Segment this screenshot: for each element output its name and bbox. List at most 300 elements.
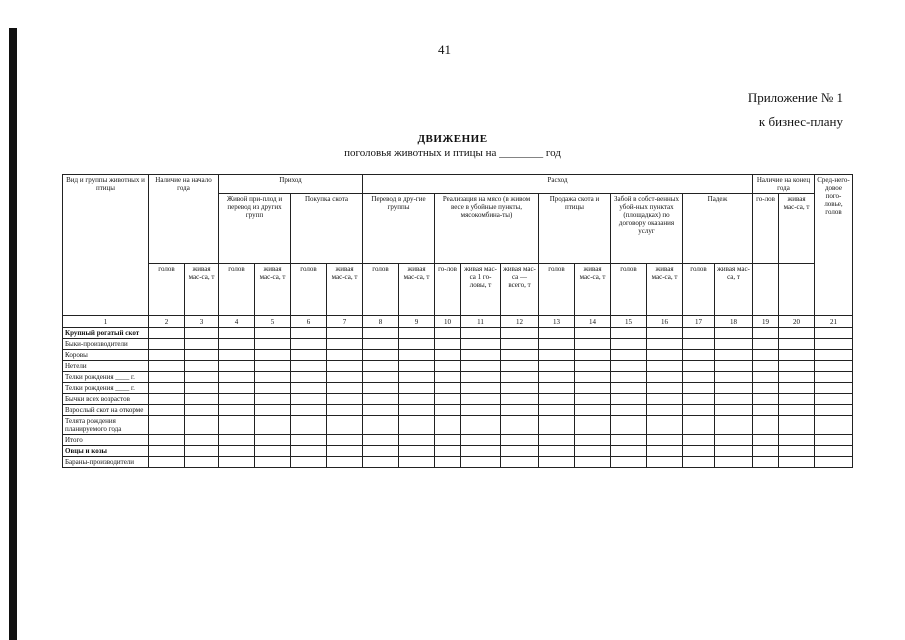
table-cell[interactable] — [647, 361, 683, 372]
table-cell[interactable] — [501, 394, 539, 405]
header-live-transfer: Живой при-плод и перевод из других групп — [219, 194, 291, 264]
table-cell[interactable] — [647, 350, 683, 361]
table-cell[interactable] — [779, 446, 815, 457]
column-number: 20 — [779, 316, 815, 328]
column-number: 17 — [683, 316, 715, 328]
header-heads: голов — [611, 264, 647, 316]
table-cell[interactable] — [779, 405, 815, 416]
table-cell[interactable] — [149, 457, 185, 468]
table-cell[interactable] — [647, 339, 683, 350]
movement-table — [62, 174, 853, 468]
table-cell[interactable] — [647, 372, 683, 383]
table-cell[interactable] — [779, 328, 815, 339]
table-cell[interactable] — [149, 339, 185, 350]
table-cell[interactable] — [715, 339, 753, 350]
table-cell[interactable] — [779, 339, 815, 350]
table-cell[interactable] — [753, 405, 779, 416]
table-cell[interactable] — [575, 405, 611, 416]
table-cell[interactable] — [501, 446, 539, 457]
row-label: Бычки всех возрастов — [63, 394, 149, 405]
table-cell[interactable] — [647, 405, 683, 416]
table-cell[interactable] — [327, 328, 363, 339]
table-cell[interactable] — [611, 372, 647, 383]
header-heads: голов — [219, 264, 255, 316]
table-cell[interactable] — [149, 361, 185, 372]
row-label: Крупный рогатый скот — [63, 328, 149, 339]
table-cell[interactable] — [715, 383, 753, 394]
table-cell[interactable] — [501, 328, 539, 339]
table-cell[interactable] — [219, 394, 255, 405]
table-cell[interactable] — [185, 405, 219, 416]
table-cell[interactable] — [779, 457, 815, 468]
table-cell[interactable] — [611, 435, 647, 446]
table-cell[interactable] — [363, 339, 399, 350]
table-cell[interactable] — [647, 328, 683, 339]
table-cell[interactable] — [611, 383, 647, 394]
table-cell[interactable] — [683, 394, 715, 405]
table-row — [63, 457, 853, 468]
table-cell[interactable] — [461, 446, 501, 457]
table-row — [63, 361, 853, 372]
table-cell[interactable] — [363, 328, 399, 339]
table-cell[interactable] — [291, 446, 327, 457]
table-cell[interactable] — [399, 350, 435, 361]
table-cell[interactable] — [363, 405, 399, 416]
table-cell[interactable] — [575, 339, 611, 350]
table-cell[interactable] — [815, 435, 853, 446]
table-cell[interactable] — [435, 361, 461, 372]
table-cell[interactable] — [291, 383, 327, 394]
table-cell[interactable] — [611, 339, 647, 350]
table-cell[interactable] — [149, 328, 185, 339]
table-cell[interactable] — [149, 383, 185, 394]
column-number: 4 — [219, 316, 255, 328]
table-cell[interactable] — [219, 405, 255, 416]
table-cell[interactable] — [399, 372, 435, 383]
table-cell[interactable] — [715, 416, 753, 435]
header-start: Наличие на начало года — [149, 175, 219, 264]
table-cell[interactable] — [399, 383, 435, 394]
table-cell[interactable] — [399, 394, 435, 405]
table-cell[interactable] — [611, 350, 647, 361]
table-cell[interactable] — [575, 435, 611, 446]
table-cell[interactable] — [815, 383, 853, 394]
table-cell[interactable] — [185, 350, 219, 361]
table-cell[interactable] — [219, 361, 255, 372]
table-cell[interactable] — [683, 457, 715, 468]
table-cell[interactable] — [363, 372, 399, 383]
table-cell[interactable] — [753, 383, 779, 394]
table-row — [63, 394, 853, 405]
table-cell[interactable] — [291, 361, 327, 372]
row-label: Итого — [63, 435, 149, 446]
table-cell[interactable] — [779, 383, 815, 394]
table-cell[interactable] — [461, 435, 501, 446]
table-cell[interactable] — [611, 361, 647, 372]
table-cell[interactable] — [539, 361, 575, 372]
column-numbers-row — [63, 316, 853, 328]
table-cell[interactable] — [291, 328, 327, 339]
table-cell[interactable] — [219, 339, 255, 350]
table-cell[interactable] — [539, 435, 575, 446]
document-title — [0, 132, 905, 160]
table-cell[interactable] — [435, 416, 461, 435]
table-cell[interactable] — [363, 435, 399, 446]
table-cell[interactable] — [575, 350, 611, 361]
column-number: 19 — [753, 316, 779, 328]
table-cell[interactable] — [753, 350, 779, 361]
table-cell[interactable] — [683, 416, 715, 435]
table-cell[interactable] — [185, 372, 219, 383]
table-cell[interactable] — [611, 394, 647, 405]
table-row — [63, 339, 853, 350]
table-cell[interactable] — [647, 446, 683, 457]
table-cell[interactable] — [291, 394, 327, 405]
table-cell[interactable] — [149, 372, 185, 383]
table-cell[interactable] — [683, 446, 715, 457]
header-slaughter: Забой в собст-венных убой-ных пунктах (площадках) по договору оказания услуг — [611, 194, 683, 264]
table-cell[interactable] — [683, 339, 715, 350]
table-cell[interactable] — [779, 372, 815, 383]
table-cell[interactable] — [715, 457, 753, 468]
table-cell[interactable] — [753, 416, 779, 435]
table-cell[interactable] — [149, 446, 185, 457]
table-row — [63, 435, 853, 446]
table-cell[interactable] — [435, 372, 461, 383]
table-row — [63, 372, 853, 383]
table-cell[interactable] — [539, 416, 575, 435]
table-row — [63, 328, 853, 339]
table-cell[interactable] — [501, 361, 539, 372]
appendix-note — [748, 86, 843, 134]
table-cell[interactable] — [501, 383, 539, 394]
table-cell[interactable] — [185, 383, 219, 394]
table-cell[interactable] — [327, 405, 363, 416]
table-cell[interactable] — [461, 372, 501, 383]
table-cell[interactable] — [327, 339, 363, 350]
table-cell[interactable] — [149, 394, 185, 405]
table-cell[interactable] — [327, 350, 363, 361]
table-cell[interactable] — [539, 350, 575, 361]
table-cell[interactable] — [399, 457, 435, 468]
table-cell[interactable] — [291, 350, 327, 361]
table-cell[interactable] — [219, 350, 255, 361]
title-line-1: ДВИЖЕНИЕ — [417, 133, 488, 145]
table-cell[interactable] — [327, 372, 363, 383]
table-cell[interactable] — [539, 394, 575, 405]
table-cell[interactable] — [611, 446, 647, 457]
table-cell[interactable] — [575, 416, 611, 435]
table-cell[interactable] — [779, 350, 815, 361]
table-cell[interactable] — [363, 394, 399, 405]
table-cell[interactable] — [647, 416, 683, 435]
table-cell[interactable] — [683, 350, 715, 361]
table-cell[interactable] — [815, 405, 853, 416]
table-cell[interactable] — [715, 446, 753, 457]
table-cell[interactable] — [219, 328, 255, 339]
table-cell[interactable] — [399, 361, 435, 372]
table-cell[interactable] — [255, 405, 291, 416]
table-row — [63, 405, 853, 416]
table-cell[interactable] — [149, 435, 185, 446]
table-cell[interactable] — [219, 383, 255, 394]
table-cell[interactable] — [461, 328, 501, 339]
header-death: Падеж — [683, 194, 753, 264]
table-cell[interactable] — [501, 435, 539, 446]
table-cell[interactable] — [575, 394, 611, 405]
header-mass: живая мас-са, т — [255, 264, 291, 316]
header-kind: Вид и группы животных и птицы — [63, 175, 149, 316]
table-cell[interactable] — [539, 405, 575, 416]
table-cell[interactable] — [461, 361, 501, 372]
table-cell[interactable] — [185, 328, 219, 339]
table-cell[interactable] — [255, 457, 291, 468]
header-mass: живая мас-са, т — [399, 264, 435, 316]
table-cell[interactable] — [815, 372, 853, 383]
table-cell[interactable] — [815, 328, 853, 339]
table-cell[interactable] — [255, 446, 291, 457]
table-cell[interactable] — [219, 435, 255, 446]
table-cell[interactable] — [575, 446, 611, 457]
column-number: 15 — [611, 316, 647, 328]
table-cell[interactable] — [461, 405, 501, 416]
table-cell[interactable] — [715, 435, 753, 446]
column-number: 14 — [575, 316, 611, 328]
table-cell[interactable] — [185, 457, 219, 468]
row-label: Овцы и козы — [63, 446, 149, 457]
table-cell[interactable] — [255, 372, 291, 383]
table-cell[interactable] — [185, 339, 219, 350]
column-number: 21 — [815, 316, 853, 328]
header-end-empty — [753, 264, 779, 316]
table-cell[interactable] — [611, 457, 647, 468]
table-cell[interactable] — [647, 435, 683, 446]
table-cell[interactable] — [255, 394, 291, 405]
header-mass: живая мас-са, т — [185, 264, 219, 316]
row-label: Коровы — [63, 350, 149, 361]
row-label: Телята рождения планируемого года — [63, 416, 149, 435]
table-cell[interactable] — [399, 405, 435, 416]
table-cell[interactable] — [539, 372, 575, 383]
table-row — [63, 416, 853, 435]
table-cell[interactable] — [611, 328, 647, 339]
table-cell[interactable] — [575, 457, 611, 468]
table-cell[interactable] — [327, 435, 363, 446]
table-cell[interactable] — [715, 328, 753, 339]
header-mass-total: живая мас-са — всего, т — [501, 264, 539, 316]
header-income: Приход — [219, 175, 363, 194]
table-cell[interactable] — [185, 446, 219, 457]
table-cell[interactable] — [399, 328, 435, 339]
table-cell[interactable] — [363, 457, 399, 468]
table-cell[interactable] — [149, 350, 185, 361]
table-cell[interactable] — [779, 361, 815, 372]
table-cell[interactable] — [753, 339, 779, 350]
header-end-empty — [779, 264, 815, 316]
table-cell[interactable] — [435, 339, 461, 350]
table-cell[interactable] — [363, 416, 399, 435]
table-cell[interactable] — [435, 328, 461, 339]
table-cell[interactable] — [461, 416, 501, 435]
table-cell[interactable] — [779, 435, 815, 446]
table-cell[interactable] — [327, 361, 363, 372]
table-cell[interactable] — [327, 416, 363, 435]
table-cell[interactable] — [399, 435, 435, 446]
table-cell[interactable] — [461, 383, 501, 394]
header-heads: голов — [363, 264, 399, 316]
table-cell[interactable] — [219, 416, 255, 435]
table-cell[interactable] — [501, 339, 539, 350]
table-cell[interactable] — [291, 435, 327, 446]
column-number: 6 — [291, 316, 327, 328]
table-cell[interactable] — [539, 446, 575, 457]
table-cell[interactable] — [647, 383, 683, 394]
table-cell[interactable] — [435, 405, 461, 416]
table-cell[interactable] — [815, 350, 853, 361]
table-cell[interactable] — [219, 457, 255, 468]
column-number: 3 — [185, 316, 219, 328]
table-cell[interactable] — [435, 350, 461, 361]
table-cell[interactable] — [255, 350, 291, 361]
table-cell[interactable] — [255, 435, 291, 446]
table-cell[interactable] — [647, 394, 683, 405]
table-cell[interactable] — [435, 446, 461, 457]
header-heads: го-лов — [435, 264, 461, 316]
header-purchase: Покупка скота — [291, 194, 363, 264]
table-cell[interactable] — [291, 372, 327, 383]
table-cell[interactable] — [461, 339, 501, 350]
header-mass: живая мас-са, т — [327, 264, 363, 316]
table-cell[interactable] — [539, 339, 575, 350]
table-cell[interactable] — [683, 328, 715, 339]
table-cell[interactable] — [683, 435, 715, 446]
table-cell[interactable] — [461, 394, 501, 405]
table-cell[interactable] — [715, 350, 753, 361]
table-cell[interactable] — [363, 383, 399, 394]
table-cell[interactable] — [815, 457, 853, 468]
table-cell[interactable] — [611, 416, 647, 435]
table-cell[interactable] — [753, 435, 779, 446]
table-cell[interactable] — [539, 383, 575, 394]
header-end-mass: живая мас-са, т — [779, 194, 815, 264]
column-number: 7 — [327, 316, 363, 328]
table-cell[interactable] — [363, 361, 399, 372]
header-end-heads: го-лов — [753, 194, 779, 264]
table-cell[interactable] — [461, 457, 501, 468]
table-cell[interactable] — [753, 328, 779, 339]
table-cell[interactable] — [501, 372, 539, 383]
table-cell[interactable] — [219, 446, 255, 457]
column-number: 12 — [501, 316, 539, 328]
table-cell[interactable] — [715, 394, 753, 405]
table-cell[interactable] — [815, 446, 853, 457]
table-cell[interactable] — [255, 416, 291, 435]
table-cell[interactable] — [185, 361, 219, 372]
table-cell[interactable] — [753, 361, 779, 372]
table-cell[interactable] — [185, 394, 219, 405]
table-cell[interactable] — [575, 328, 611, 339]
table-cell[interactable] — [255, 383, 291, 394]
table-cell[interactable] — [501, 350, 539, 361]
table-cell[interactable] — [683, 405, 715, 416]
table-cell[interactable] — [539, 457, 575, 468]
table-cell[interactable] — [255, 328, 291, 339]
table-cell[interactable] — [815, 339, 853, 350]
table-cell[interactable] — [399, 446, 435, 457]
table-cell[interactable] — [715, 361, 753, 372]
table-cell[interactable] — [501, 405, 539, 416]
table-cell[interactable] — [753, 372, 779, 383]
table-body — [63, 328, 853, 468]
table-cell[interactable] — [435, 457, 461, 468]
table-cell[interactable] — [539, 328, 575, 339]
table-cell[interactable] — [753, 394, 779, 405]
table-cell[interactable] — [185, 416, 219, 435]
table-cell[interactable] — [219, 372, 255, 383]
table-cell[interactable] — [815, 361, 853, 372]
table-cell[interactable] — [435, 435, 461, 446]
table-cell[interactable] — [575, 372, 611, 383]
table-cell[interactable] — [683, 383, 715, 394]
table-cell[interactable] — [753, 457, 779, 468]
header-sale: Продажа скота и птицы — [539, 194, 611, 264]
table-cell[interactable] — [461, 350, 501, 361]
table-cell[interactable] — [399, 339, 435, 350]
table-cell[interactable] — [779, 416, 815, 435]
table-cell[interactable] — [611, 405, 647, 416]
table-cell[interactable] — [149, 416, 185, 435]
table-cell[interactable] — [779, 394, 815, 405]
table-cell[interactable] — [327, 446, 363, 457]
table-cell[interactable] — [575, 361, 611, 372]
table-cell[interactable] — [291, 416, 327, 435]
table-cell[interactable] — [683, 361, 715, 372]
row-label: Телки рождения ____ г. — [63, 372, 149, 383]
table-cell[interactable] — [363, 350, 399, 361]
table-cell[interactable] — [327, 383, 363, 394]
table-cell[interactable] — [255, 361, 291, 372]
table-cell[interactable] — [753, 446, 779, 457]
table-cell[interactable] — [815, 416, 853, 435]
table-cell[interactable] — [647, 457, 683, 468]
table-row — [63, 446, 853, 457]
table-cell[interactable] — [291, 405, 327, 416]
table-row — [63, 350, 853, 361]
table-cell[interactable] — [291, 339, 327, 350]
table-cell[interactable] — [255, 339, 291, 350]
appendix-line-1: Приложение № 1 — [747, 90, 843, 105]
table-cell[interactable] — [815, 394, 853, 405]
table-cell[interactable] — [501, 416, 539, 435]
table-cell[interactable] — [575, 383, 611, 394]
table-cell[interactable] — [363, 446, 399, 457]
table-cell[interactable] — [327, 394, 363, 405]
table-cell[interactable] — [715, 372, 753, 383]
header-mass-per-head: живая мас-са 1 го-ловы, т — [461, 264, 501, 316]
table-cell[interactable] — [149, 405, 185, 416]
table-cell[interactable] — [715, 405, 753, 416]
table-row — [63, 383, 853, 394]
table-cell[interactable] — [399, 416, 435, 435]
table-cell[interactable] — [185, 435, 219, 446]
table-cell[interactable] — [683, 372, 715, 383]
title-line-2: поголовья животных и птицы на ________ год — [344, 147, 561, 159]
table-cell[interactable] — [501, 457, 539, 468]
table-cell[interactable] — [435, 394, 461, 405]
table-cell[interactable] — [435, 383, 461, 394]
table-cell[interactable] — [327, 457, 363, 468]
table-cell[interactable] — [291, 457, 327, 468]
